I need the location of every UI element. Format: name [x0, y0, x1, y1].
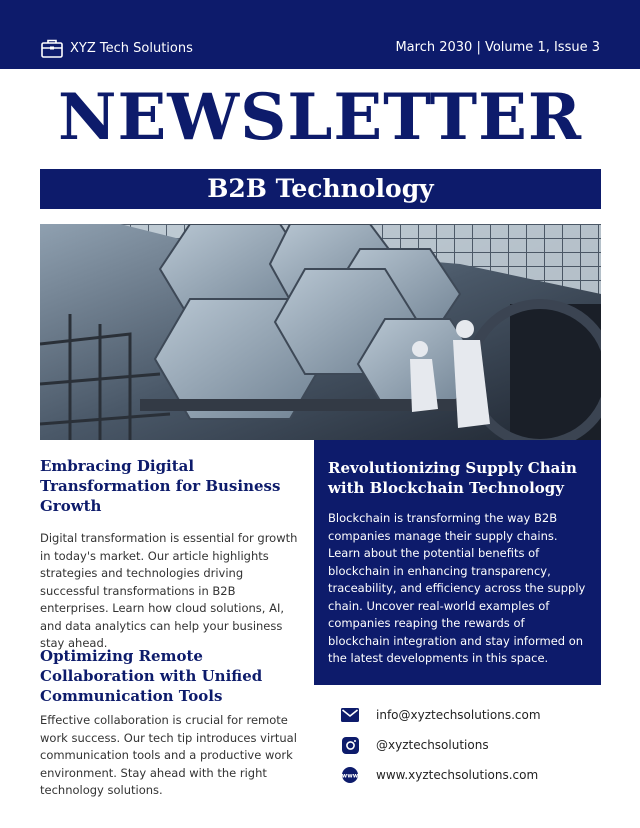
globe-icon	[340, 765, 360, 785]
contact-instagram[interactable]	[340, 730, 600, 760]
top-bar	[0, 0, 640, 69]
contact-website[interactable]	[340, 760, 600, 790]
briefcase-logo-icon	[40, 36, 64, 60]
article-digital-transformation	[40, 456, 302, 653]
instagram-icon	[340, 735, 360, 755]
article-remote-collaboration-title: Optimizing Remote Collaboration with Unified Communication Tools	[40, 647, 263, 705]
contact-text: @xyztechsolutions	[376, 738, 489, 752]
brand	[40, 36, 193, 60]
hexagon-mirror-photo	[40, 224, 601, 440]
article-title: Revolutionizing Supply Chain with Blockchain Technology	[328, 459, 577, 497]
newsletter-title: NEWSLETTER	[57, 80, 583, 155]
article-remote-collaboration-body: Effective collaboration is crucial for remote work success. Our tech tip introduces virtual communication tools and a productive work environment. Stay ahead with the right technology solutions.	[40, 713, 297, 797]
section-banner: B2B Technology	[40, 169, 601, 209]
contact-list	[340, 700, 600, 790]
svg-text:www: www	[341, 772, 359, 780]
article-title: Embracing Digital Transformation for Business Growth	[40, 457, 281, 515]
hero-image	[40, 224, 601, 440]
issue-info: March 2030 | Volume 1, Issue 3	[395, 40, 600, 55]
article-body: Digital transformation is essential for growth in today's market. Our article highlights strategies and technologies driving successful transformations in B2B enterprises. Learn how cloud solutions, AI, and data analytics can help your business stay ahead.	[40, 531, 298, 650]
article-blockchain	[314, 440, 601, 685]
contact-text: info@xyztechsolutions.com	[376, 708, 541, 722]
contact-email[interactable]	[340, 700, 600, 730]
article-body: Blockchain is transforming the way B2B companies manage their supply chains. Learn about the potential benefits of blockchain in enhancing transparency, traceability, and efficiency across the supply chain. Uncover real-world examples of companies reaping the rewards of blockchain integration and stay informed on the latest developments in this space.	[328, 511, 586, 665]
contact-text: www.xyztechsolutions.com	[376, 768, 539, 782]
mail-icon	[340, 705, 360, 725]
company-name: XYZ Tech Solutions	[70, 40, 193, 56]
